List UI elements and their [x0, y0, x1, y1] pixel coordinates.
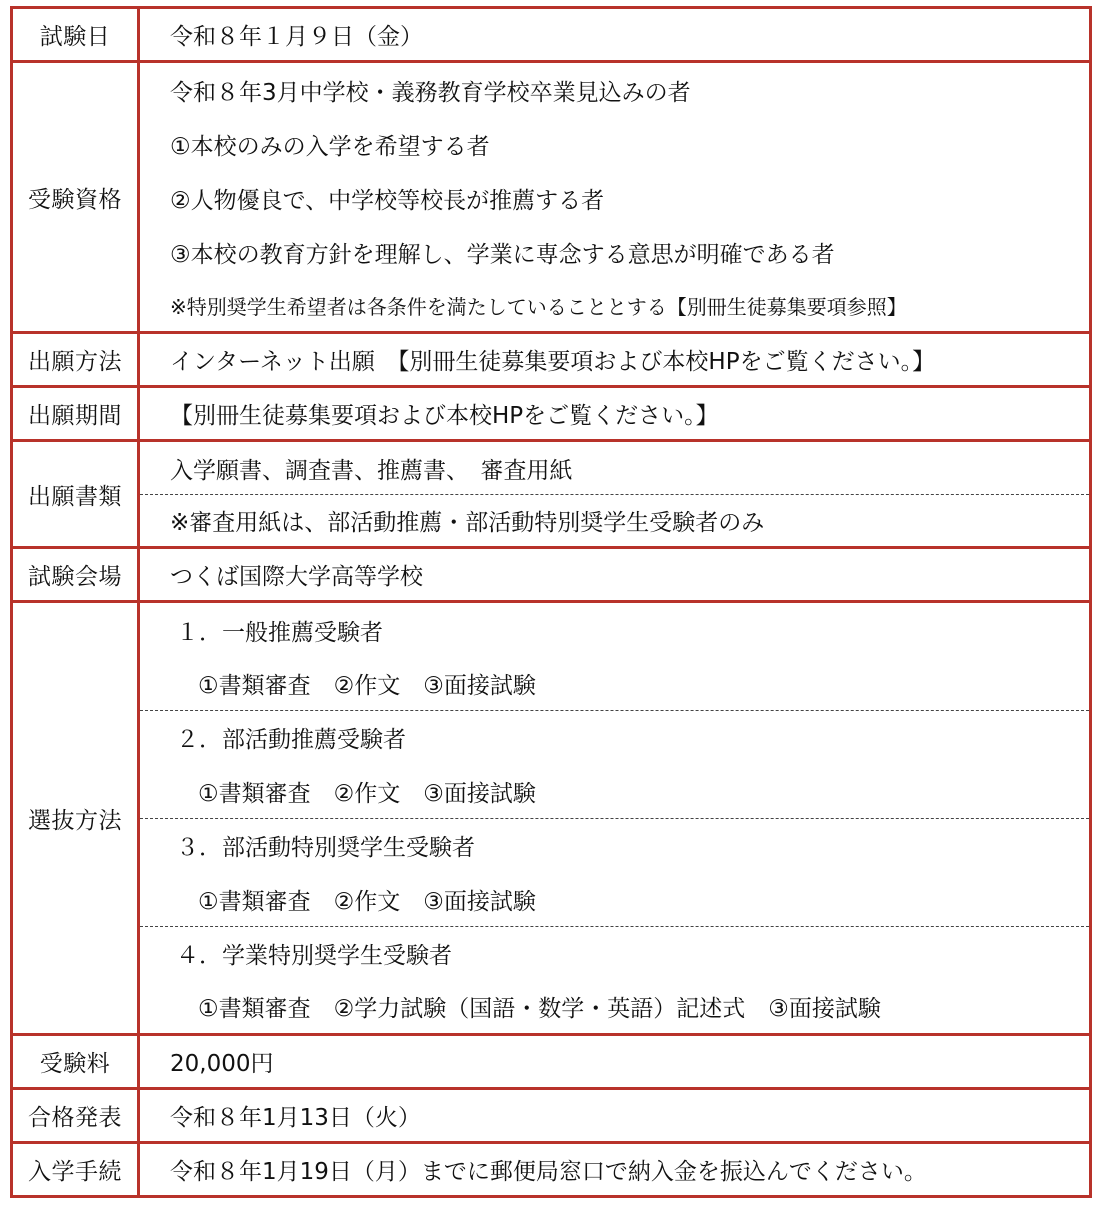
eligibility-line: ②人物優良で、中学校等校長が推薦する者 [170, 187, 605, 214]
eligibility-note: ※特別奨学生希望者は各条件を満たしていることとする【別冊生徒募集要項参照】 [170, 294, 907, 319]
eligibility-line: ①本校のみの入学を希望する者 [170, 133, 490, 160]
selection-detail: ①書類審査 ②作文 ③面接試験 [198, 673, 536, 699]
label-application-method: 出願方法 [13, 334, 140, 385]
selection-title: １．一般推薦受験者 [176, 619, 383, 646]
eligibility-line: ③本校の教育方針を理解し、学業に専念する意思が明確である者 [170, 241, 835, 268]
row-fee [10, 1033, 1092, 1090]
documents-line: 入学願書、調査書、推薦書、 審査用紙 [170, 457, 573, 484]
label-exam-date: 試験日 [13, 9, 140, 60]
value-venue: つくば国際大学高等学校 [170, 564, 423, 590]
label-venue: 試験会場 [13, 549, 140, 600]
value-exam-date: 令和８年１月９日（金） [170, 24, 423, 50]
row-selection [10, 600, 1092, 1036]
label-selection: 選抜方法 [13, 603, 140, 1033]
row-venue [10, 546, 1092, 603]
label-fee: 受験料 [13, 1036, 140, 1087]
label-enrollment: 入学手続 [13, 1144, 140, 1195]
row-results [10, 1087, 1092, 1144]
row-application-period [10, 385, 1092, 442]
selection-detail: ①書類審査 ②学力試験（国語・数学・英語）記述式 ③面接試験 [198, 996, 881, 1022]
admission-info-table [10, 6, 1092, 1195]
label-eligibility: 受験資格 [13, 63, 140, 331]
value-application-period: 【別冊生徒募集要項および本校HPをご覧ください。】 [170, 403, 719, 429]
selection-title: ４．学業特別奨学生受験者 [176, 943, 452, 969]
value-fee: 20,000円 [170, 1051, 274, 1077]
row-exam-date [10, 6, 1092, 63]
row-eligibility [10, 60, 1092, 334]
value-results: 令和８年1月13日（火） [170, 1105, 421, 1131]
row-enrollment [10, 1141, 1092, 1198]
label-results: 合格発表 [13, 1090, 140, 1141]
selection-detail: ①書類審査 ②作文 ③面接試験 [198, 780, 536, 807]
selection-title: ３．部活動特別奨学生受験者 [176, 835, 475, 861]
label-application-period: 出願期間 [13, 388, 140, 439]
documents-note: ※審査用紙は、部活動推薦・部活動特別奨学生受験者のみ [170, 510, 765, 536]
selection-detail: ①書類審査 ②作文 ③面接試験 [198, 888, 536, 915]
row-documents [10, 439, 1092, 549]
row-application-method [10, 331, 1092, 388]
value-application-method: インターネット出願 【別冊生徒募集要項および本校HPをご覧ください。】 [170, 349, 936, 375]
selection-title: ２．部活動推薦受験者 [176, 727, 406, 753]
label-documents: 出願書類 [13, 442, 140, 546]
eligibility-line: 令和８年3月中学校・義務教育学校卒業見込みの者 [170, 79, 691, 106]
value-enrollment: 令和８年1月19日（月）までに郵便局窓口で納入金を振込んでください。 [170, 1159, 927, 1185]
